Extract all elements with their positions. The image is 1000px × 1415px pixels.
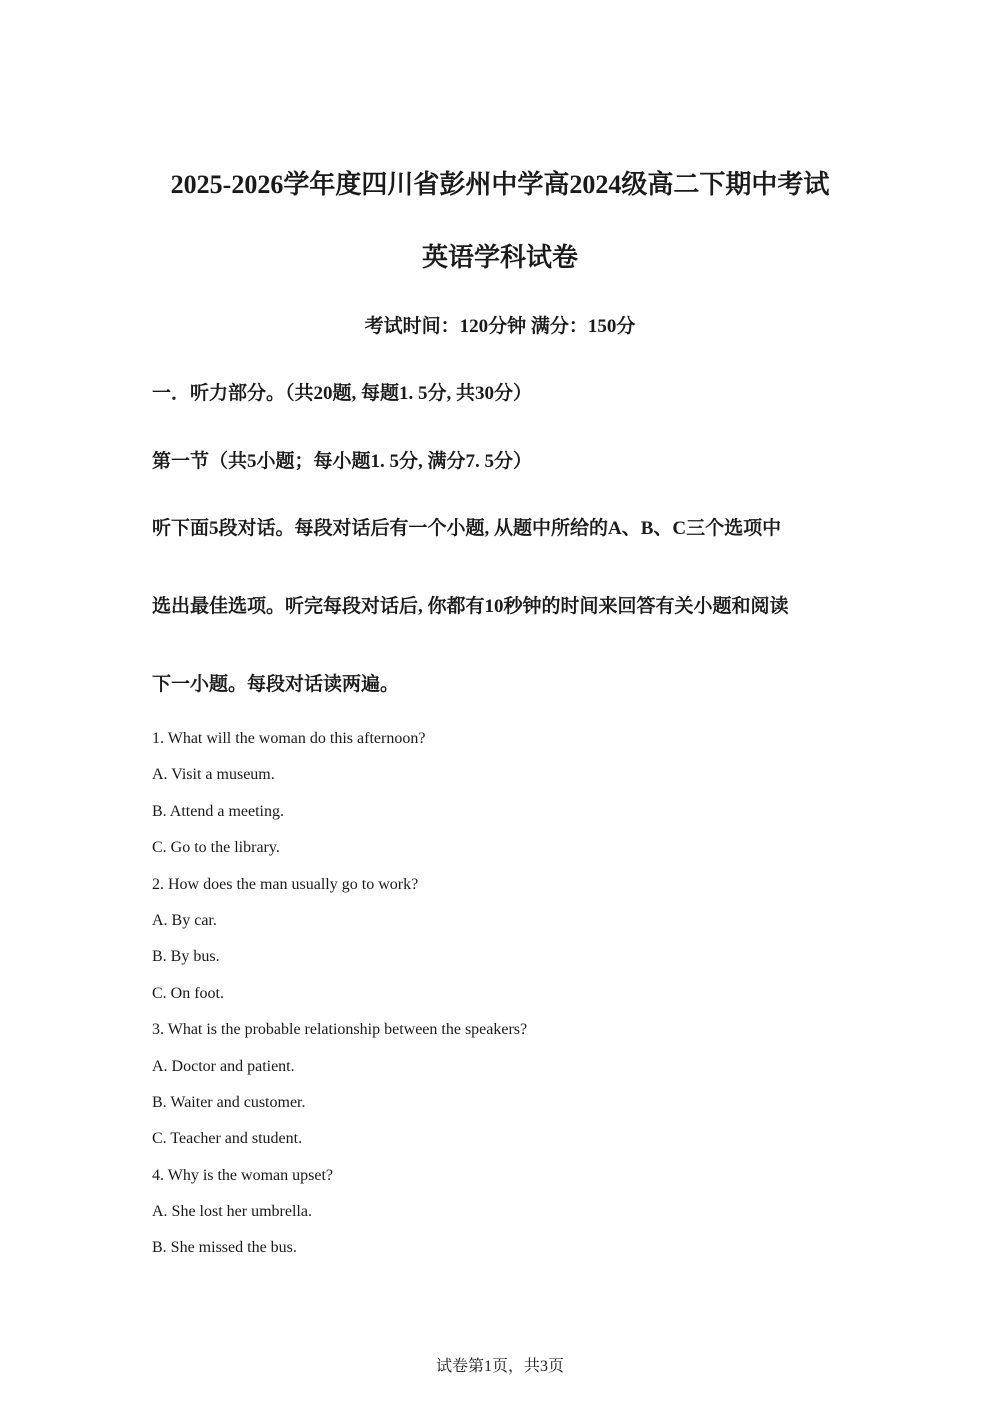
answer-option: A. She lost her umbrella.	[152, 1203, 312, 1221]
answer-option: C. On foot.	[152, 984, 224, 1002]
instruction-line: 下一小题。每段对话读两遍。	[152, 674, 400, 695]
section-heading: 第一节（共5小题；每小题1. 5分, 满分7. 5分）	[152, 451, 533, 472]
answer-option: C. Go to the library.	[152, 839, 280, 857]
answer-option: B. Attend a meeting.	[152, 802, 284, 820]
exam-subtitle: 英语学科试卷	[421, 243, 578, 272]
section-instructions	[152, 516, 852, 750]
exam-title: 2025-2026学年度四川省彭州中学高2024级高二下期中考试	[170, 170, 830, 199]
part-heading: 一．听力部分。（共20题, 每题1. 5分, 共30分）	[152, 383, 533, 404]
question-stem: 3. What is the probable relationship between the speakers?	[152, 1021, 528, 1039]
instruction-line: 选出最佳选项。听完每段对话后, 你都有10秒钟的时间来回答有关小题和阅读	[152, 596, 789, 617]
exam-info: 考试时间：120分钟 满分：150分	[364, 316, 636, 337]
question-stem: 2. How does the man usually go to work?	[152, 875, 419, 893]
answer-option: B. She missed the bus.	[152, 1239, 297, 1257]
answer-option: A. Doctor and patient.	[152, 1057, 295, 1075]
answer-option: A. Visit a museum.	[152, 766, 275, 784]
answer-option: A. By car.	[152, 911, 217, 929]
question-list	[152, 728, 852, 1274]
question-stem: 4. Why is the woman upset?	[152, 1166, 334, 1184]
answer-option: C. Teacher and student.	[152, 1130, 303, 1148]
answer-option: B. By bus.	[152, 948, 220, 966]
page-footer: 试卷第1页，共3页	[435, 1358, 564, 1375]
instruction-line: 听下面5段对话。每段对话后有一个小题, 从题中所给的A、B、C三个选项中	[152, 518, 782, 539]
question-stem: 1. What will the woman do this afternoon?	[152, 730, 426, 747]
answer-option: B. Waiter and customer.	[152, 1093, 306, 1111]
